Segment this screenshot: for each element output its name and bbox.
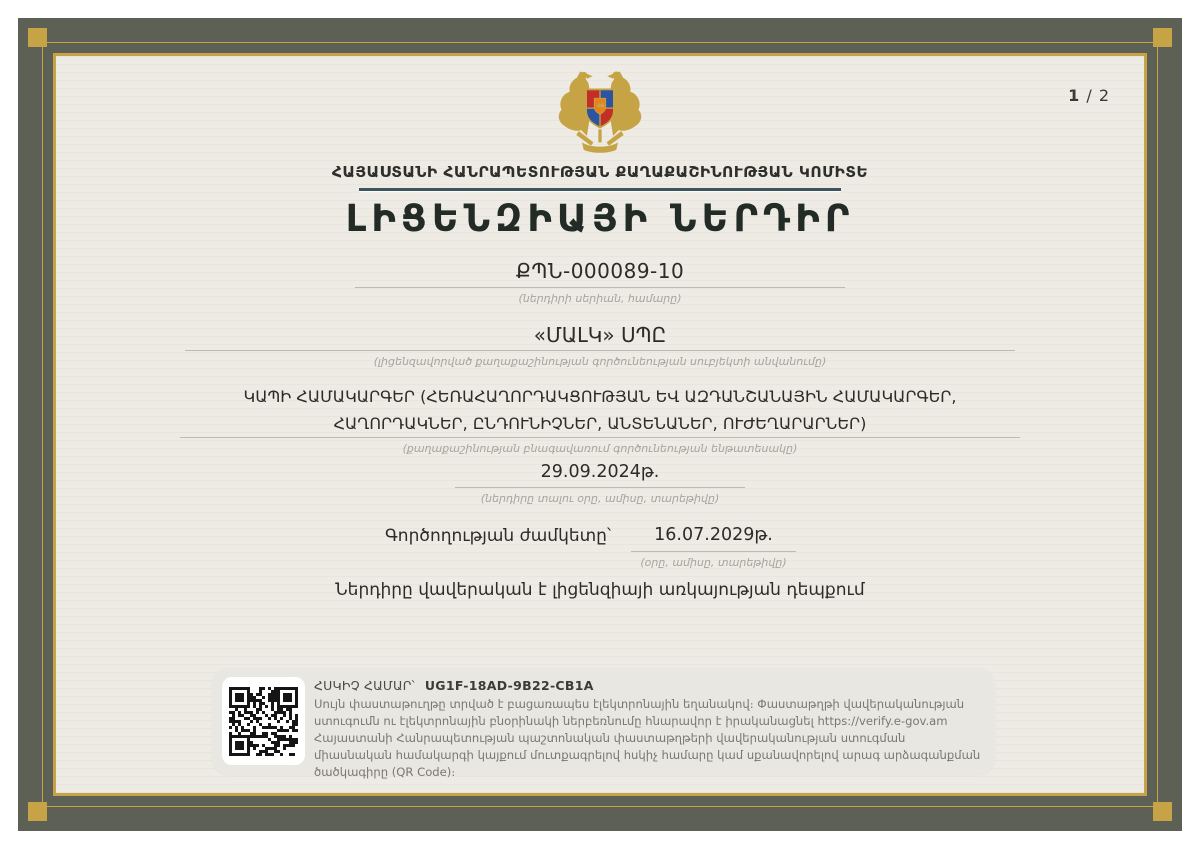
licensee-caption: (լիցենզավորված քաղաքաշինության գործունեության սուբյեկտի անվանումը) <box>373 355 827 368</box>
page-indicator <box>1068 86 1110 105</box>
page-current: 1 <box>1068 86 1081 105</box>
validity-label: Գործողության ժամկետը՝ <box>385 526 611 546</box>
serial-number: ՔՊՆ-000089-10 <box>515 259 685 283</box>
corner-ornament-top-right <box>1153 28 1172 47</box>
verification-panel <box>212 668 995 780</box>
control-number-row <box>314 678 986 693</box>
certificate-title: ԼԻՑԵՆԶԻԱՅԻ ՆԵՐԴԻՐ <box>345 197 855 240</box>
corner-ornament-bottom-left <box>28 802 47 821</box>
certificate-paper <box>53 53 1147 796</box>
validity-value: 16.07.2029թ. <box>654 525 773 545</box>
issue-date-caption: (ներդիրը տալու օրը, ամիսը, տարեթիվը) <box>480 492 720 505</box>
verification-text: Սույն փաստաթուղթը տրված է բացառապես էլեկտրոնային եղանակով։ Փաստաթղթի վավերականության ստուգումն ու էլեկտրոնային բնօրինակի ներբեռնումը հնարավոր է իրականացնել https://verify.e-gov.am Հայաստանի Հանրապետության պաշտոնական փաստաթղթերի վավերականության ստուգման միասնական համակարգի կայքում մուտքագրելով հսկիչ համարը կամ սքանավորելով արագ արձագանքման ծածկագիրը (QR Code)։ <box>314 697 981 780</box>
licensee-separator-line <box>185 350 1015 351</box>
qr-code-icon <box>229 687 298 756</box>
corner-ornament-bottom-right <box>1153 802 1172 821</box>
armenia-coat-of-arms-icon <box>551 64 649 162</box>
serial-caption: (ներդիրի սերիան, համարը) <box>518 292 682 305</box>
serial-separator-line <box>355 287 845 288</box>
committee-name: ՀԱՅԱՍՏԱՆԻ ՀԱՆՐԱՊԵՏՈՒԹՅԱՆ ՔԱՂԱՔԱՇԻՆՈՒԹՅԱՆ ԿՈՄԻՏԵ <box>331 163 869 181</box>
qr-code-box <box>222 677 305 765</box>
committee-underline <box>359 188 841 191</box>
activity-caption: (քաղաքաշինության բնագավառում գործունեության ենթատեսակը) <box>402 442 798 455</box>
issue-date: 29.09.2024թ. <box>540 462 660 482</box>
validity-caption: (օրը, ամիսը, տարեթիվը) <box>640 556 787 569</box>
page-separator: / <box>1086 86 1093 105</box>
verification-content <box>314 678 986 781</box>
issue-date-separator-line <box>455 487 745 488</box>
activity-separator-line <box>180 437 1020 438</box>
control-number-value: UG1F-18AD-9B22-CB1A <box>424 678 594 693</box>
activity-line-2: ՀԱՂՈՐԴԱԿՆԵՐ, ԸՆԴՈՒՆԻՉՆԵՐ, ԱՆՏԵՆԱՆԵՐ, ՈՒԺԵՂԱՐԱՐՆԵՐ) <box>333 414 867 433</box>
validity-statement: Ներդիրը վավերական է լիցենզիայի առկայության դեպքում <box>335 580 865 600</box>
corner-ornament-top-left <box>28 28 47 47</box>
control-number-label: ՀՍԿԻՉ ՀԱՄԱՐ՝ <box>314 678 415 693</box>
validity-separator-line <box>631 551 796 552</box>
activity-line-1: ԿԱՊԻ ՀԱՄԱԿԱՐԳԵՐ (ՀԵՌԱՀԱՂՈՐԴԱԿՑՈՒԹՅԱՆ ԵՎ ԱԶԴԱՆՇԱՆԱՅԻՆ ՀԱՄԱԿԱՐԳԵՐ, <box>243 387 957 406</box>
page-total: 2 <box>1098 86 1110 105</box>
licensee-name: «ՄԱԼԿ» ՍՊԸ <box>533 323 667 347</box>
